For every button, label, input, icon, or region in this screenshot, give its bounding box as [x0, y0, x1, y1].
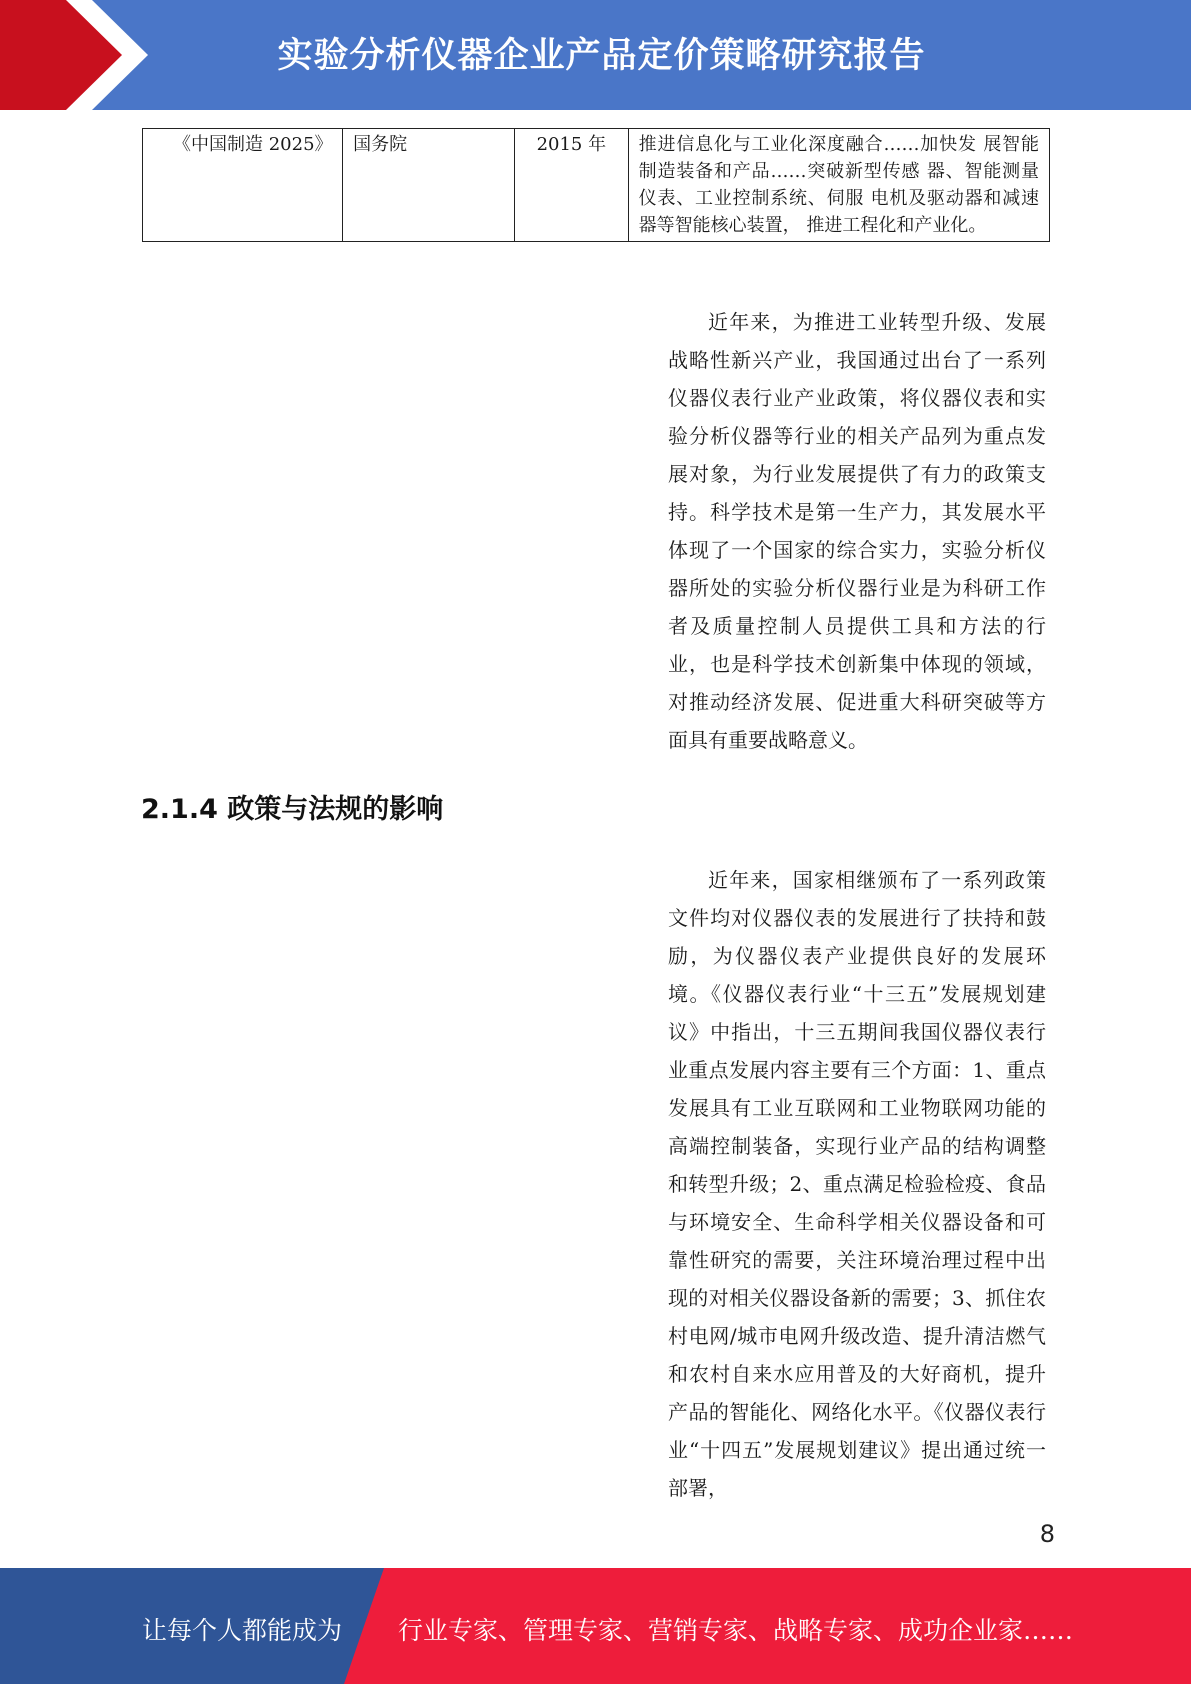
footer-slogan-left: 让每个人都能成为 — [142, 1616, 343, 1645]
section-heading: 2.1.4 政策与法规的影响 — [141, 794, 444, 825]
footer-banner — [0, 1568, 1191, 1684]
table-row — [143, 129, 1050, 242]
body-paragraph-2: 近年来，国家相继颁布了一系列政策文件均对仪器仪表的发展进行了扶持和鼓励，为仪器仪表产业提供良好的发展环境。《仪器仪表行业“十三五”发展规划建议》中指出，十三五期间我国仪器仪表行业重点发展内容主要有三个方面：1、重点发展具有工业互联网和工业物联网功能的高端控制装备，实现行业产品的结构调整和转型升级；2、重点满足检验检疫、食品与环境安全、生命科学相关仪器设备和可靠性研究的需要，关注环境治理过程中出现的对相关仪器设备新的需要；3、抓住农村电网/城市电网升级改造、提升清洁燃气和农村自来水应用普及的大好商机，提升产品的智能化、网络化水平。《仪器仪表行业“十四五”发展规划建议》提出通过统一部署， — [668, 868, 1046, 1500]
policy-table — [142, 128, 1050, 242]
header-banner — [0, 0, 1191, 110]
page-number: 8 — [1039, 1520, 1055, 1548]
footer-slogan-right: 行业专家、管理专家、营销专家、战略专家、成功企业家…… — [398, 1616, 1074, 1645]
report-title: 实验分析仪器企业产品定价策略研究报告 — [277, 36, 926, 76]
policy-content-cell: 推进信息化与工业化深度融合……加快发 展智能制造装备和产品……突破新型传感 器、智能测量仪表、工业控制系统、伺服 电机及驱动器和减速器等智能核心装置， 推进工程化和产业化。 — [628, 129, 1049, 242]
policy-issuer-cell: 国务院 — [343, 129, 515, 242]
body-paragraph-1: 近年来，为推进工业转型升级、发展战略性新兴产业，我国通过出台了一系列仪器仪表行业产业政策，将仪器仪表和实验分析仪器等行业的相关产品列为重点发展对象，为行业发展提供了有力的政策支持。科学技术是第一生产力，其发展水平体现了一个国家的综合实力，实验分析仪器所处的实验分析仪器行业是为科研工作者及质量控制人员提供工具和方法的行业，也是科学技术创新集中体现的领域，对推动经济发展、促进重大科研突破等方面具有重要战略意义。 — [668, 310, 1046, 752]
policy-year-cell: 2015 年 — [515, 129, 629, 242]
policy-document-cell: 《中国制造 2025》 — [143, 129, 343, 242]
